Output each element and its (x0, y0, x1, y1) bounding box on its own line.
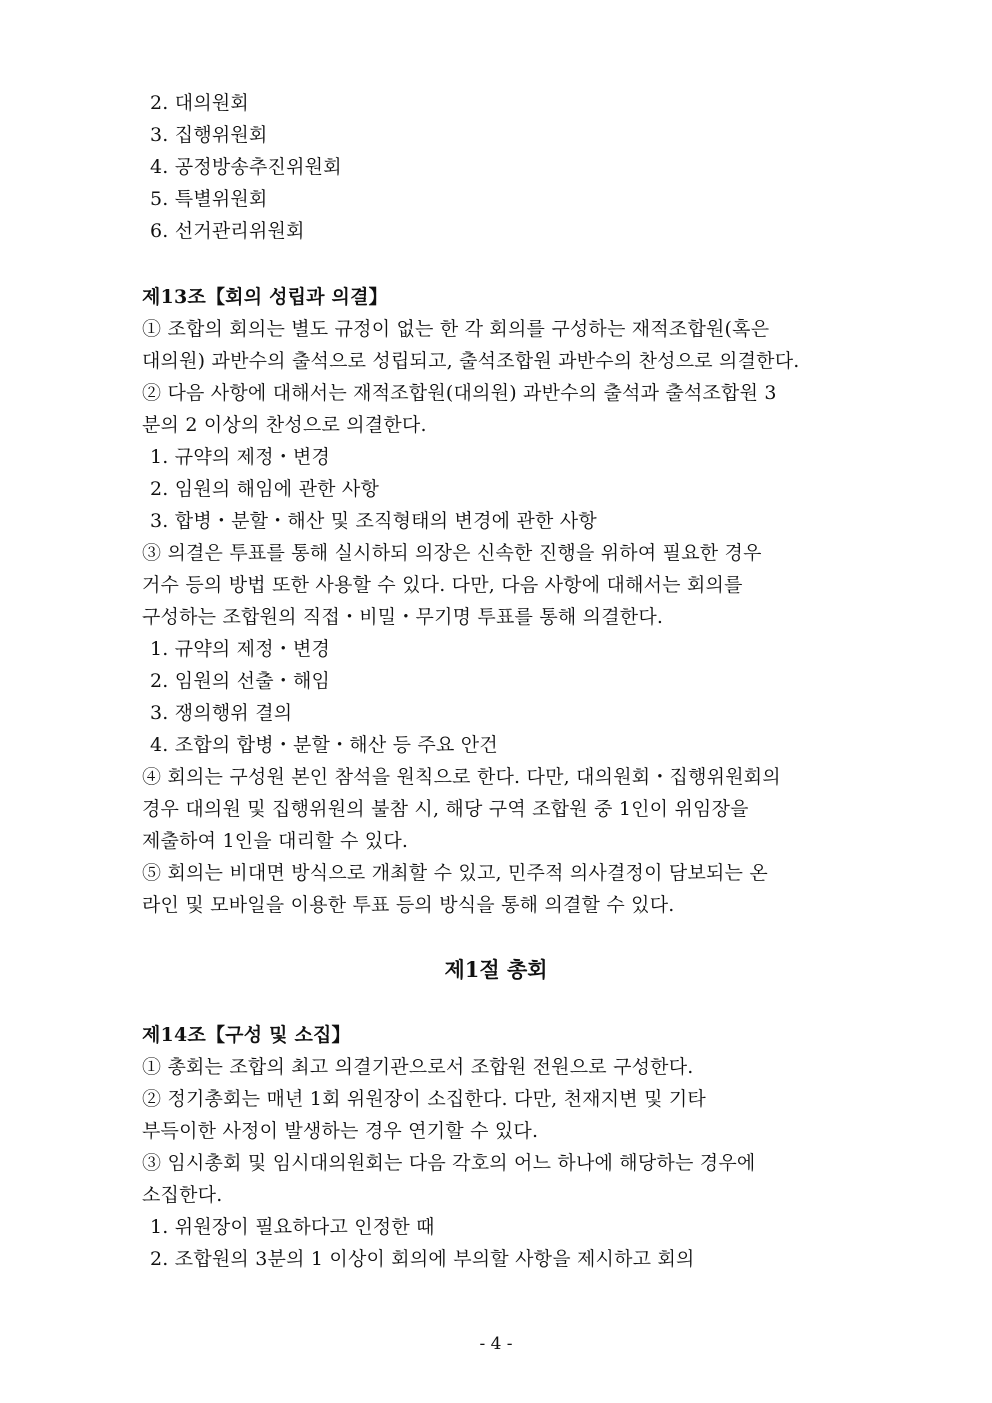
list-item: 1. 규약의 제정・변경 (150, 446, 331, 468)
list-item: 2. 임원의 선출・해임 (150, 670, 331, 692)
article-13-text: ① 조합의 회의는 별도 규정이 없는 한 각 회의를 구성하는 재적조합원(혹은 (142, 318, 770, 340)
article-13-text: 라인 및 모바일을 이용한 투표 등의 방식을 통해 의결할 수 있다. (142, 894, 675, 916)
list-item: 3. 쟁의행위 결의 (150, 702, 293, 724)
list-item: 3. 합병・분할・해산 및 조직형태의 변경에 관한 사항 (150, 510, 597, 532)
list-item: 5. 특별위원회 (150, 188, 268, 210)
article-13-text: 대의원) 과반수의 출석으로 성립되고, 출석조합원 과반수의 찬성으로 의결한다. (142, 350, 800, 372)
article-13-text: 제출하여 1인을 대리할 수 있다. (142, 830, 409, 852)
list-item: 2. 임원의 해임에 관한 사항 (150, 478, 380, 500)
article-14-text: ③ 임시총회 및 임시대의원회는 다음 각호의 어느 하나에 해당하는 경우에 (142, 1152, 756, 1174)
list-item: 3. 집행위원회 (150, 124, 268, 146)
section-title: 제1절 총회 (444, 957, 548, 982)
article-13-text: ③ 의결은 투표를 통해 실시하되 의장은 신속한 진행을 위하여 필요한 경우 (142, 542, 762, 564)
article-13-text: ⑤ 회의는 비대면 방식으로 개최할 수 있고, 민주적 의사결정이 담보되는 온 (142, 862, 768, 884)
list-item: 2. 대의원회 (150, 92, 249, 114)
article-13-text: ② 다음 사항에 대해서는 재적조합원(대의원) 과반수의 출석과 출석조합원 3 (142, 382, 777, 404)
list-item: 2. 조합원의 3분의 1 이상이 회의에 부의할 사항을 제시하고 회의 (150, 1248, 695, 1270)
list-item: 1. 위원장이 필요하다고 인정한 때 (150, 1216, 435, 1238)
list-item: 4. 조합의 합병・분할・해산 등 주요 안건 (150, 734, 498, 756)
article-13-heading: 제13조【회의 성립과 의결】 (142, 286, 388, 308)
article-14-text: 소집한다. (142, 1184, 223, 1206)
article-14-text: ① 총회는 조합의 최고 의결기관으로서 조합원 전원으로 구성한다. (142, 1056, 694, 1078)
article-14-text: ② 정기총회는 매년 1회 위원장이 소집한다. 다만, 천재지변 및 기타 (142, 1088, 706, 1110)
article-13-text: 분의 2 이상의 찬성으로 의결한다. (142, 414, 427, 436)
list-item: 4. 공정방송추진위원회 (150, 156, 342, 178)
list-item: 6. 선거관리위원회 (150, 220, 305, 242)
article-13-text: 거수 등의 방법 또한 사용할 수 있다. 다만, 다음 사항에 대해서는 회의를 (142, 574, 743, 596)
page-number: - 4 - (479, 1334, 513, 1354)
article-14-text: 부득이한 사정이 발생하는 경우 연기할 수 있다. (142, 1120, 539, 1142)
list-item: 1. 규약의 제정・변경 (150, 638, 331, 660)
article-13-text: ④ 회의는 구성원 본인 참석을 원칙으로 한다. 다만, 대의원회・집행위원회의 (142, 766, 781, 788)
article-13-text: 구성하는 조합원의 직접・비밀・무기명 투표를 통해 의결한다. (142, 606, 664, 628)
article-14-heading: 제14조【구성 및 소집】 (142, 1024, 351, 1046)
article-13-text: 경우 대의원 및 집행위원의 불참 시, 해당 구역 조합원 중 1인이 위임장을 (142, 798, 749, 820)
